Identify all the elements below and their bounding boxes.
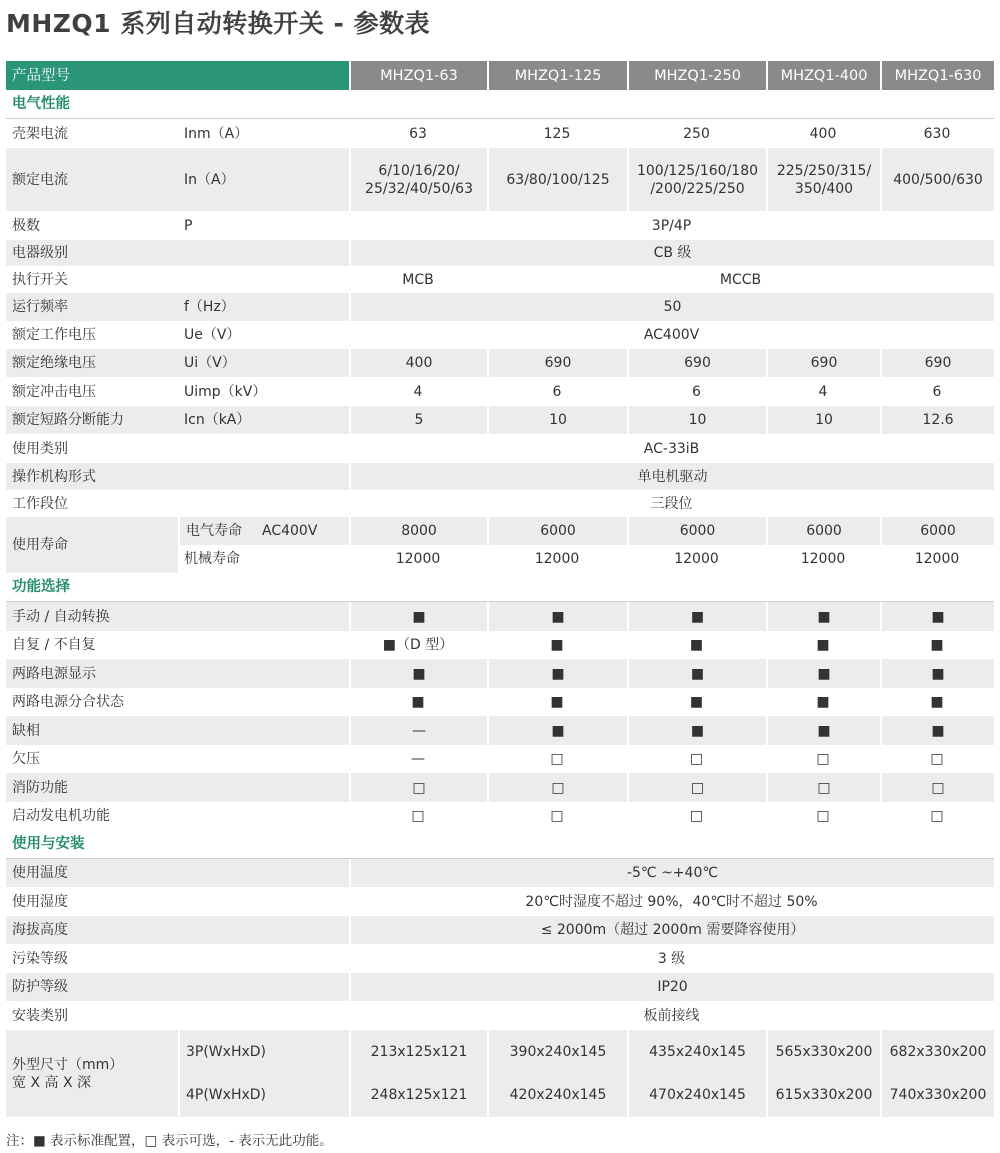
cell-value: □ (627, 773, 766, 802)
cell-value: 12.6 (880, 406, 994, 434)
cell-value: — (411, 751, 426, 767)
cell-value: 63/80/100/125 (487, 148, 627, 211)
table-row (6, 211, 994, 240)
cell-value: □ (766, 773, 880, 802)
cell-value: -5℃ ~+40℃ (349, 859, 994, 887)
table-row (6, 802, 994, 830)
cell-value: □ (816, 808, 830, 824)
cell-value: 6 (552, 383, 562, 400)
cell-value: □ (349, 773, 487, 802)
param-name: 额定电流 (6, 148, 178, 211)
cell-value: □ (880, 773, 994, 802)
cell-value: ■ (816, 694, 830, 710)
cell-value: IP20 (349, 973, 994, 1001)
param-name: 运行频率 (6, 293, 178, 321)
table-row (6, 406, 994, 434)
cell-value: 470x240x145 (627, 1073, 766, 1117)
param-name: 外型尺寸（mm） 宽 X 高 X 深 (6, 1030, 178, 1117)
cell-value: □ (689, 808, 704, 824)
cell-value: 6 (932, 383, 942, 400)
header-label: 产品型号 (6, 61, 349, 90)
cell-value: 682x330x200 (880, 1030, 994, 1073)
cell-value: ■ (627, 602, 766, 631)
table-row (6, 773, 994, 802)
cell-value: 615x330x200 (766, 1073, 880, 1117)
function-name: 手动 / 自动转换 (6, 602, 349, 631)
param-unit: P (184, 217, 193, 234)
table-row (6, 490, 994, 517)
param-name: 操作机构形式 (6, 463, 349, 490)
param-name: 使用湿度 (12, 893, 68, 910)
cell-value: ■ (411, 694, 425, 710)
cell-value: 6 (692, 383, 701, 400)
cell-value: ■（D 型） (382, 637, 454, 653)
model-header: MHZQ1-125 (487, 61, 627, 90)
param-name: 使用温度 (6, 859, 349, 887)
model-header: MHZQ1-630 (880, 61, 994, 90)
section-title-function: 功能选择 (6, 573, 994, 602)
cell-value: ■ (487, 659, 627, 688)
function-name: 两路电源分合状态 (12, 694, 124, 710)
cell-value: □ (487, 773, 627, 802)
cell-value: 390x240x145 (487, 1030, 627, 1073)
table-row (6, 859, 994, 887)
table-row (6, 148, 994, 211)
param-name: 电器级别 (6, 240, 349, 266)
model-header: MHZQ1-400 (766, 61, 880, 90)
table-row (6, 688, 994, 716)
param-unit: Ue（V） (184, 327, 241, 343)
cell-value: 4 (413, 383, 423, 400)
cell-value: □ (930, 751, 944, 767)
cell-value: 690 (880, 349, 994, 377)
life-subname: 电气寿命 (178, 517, 256, 545)
cell-value: ■ (550, 694, 564, 710)
table-row (6, 377, 994, 406)
cell-value: ■ (689, 637, 704, 653)
table-row (6, 973, 994, 1001)
cell-value: 三段位 (650, 495, 693, 512)
cell-value: 740x330x200 (880, 1073, 994, 1117)
cell-value: 6/10/16/20/ 25/32/40/50/63 (349, 148, 487, 211)
cell-value: 6000 (880, 517, 994, 545)
param-unit: In（A） (178, 148, 349, 211)
model-header: MHZQ1-63 (349, 61, 487, 90)
table-row (6, 944, 994, 973)
table-row (6, 349, 994, 377)
param-name: 额定短路分断能力 (6, 406, 178, 434)
cell-value: □ (689, 751, 704, 767)
cell-value: 12000 (800, 551, 846, 567)
table-row (6, 321, 994, 349)
param-unit: Inm（A） (184, 125, 249, 142)
section-title-electrical: 电气性能 (6, 90, 994, 119)
cell-value: 690 (766, 349, 880, 377)
life-condition: AC400V (256, 517, 349, 545)
table-row (6, 1001, 994, 1030)
function-name: 启动发电机功能 (12, 808, 110, 824)
cell-value: □ (930, 808, 944, 824)
cell-value: 630 (923, 125, 951, 142)
param-unit: Icn（kA） (178, 406, 349, 434)
cell-value: 63 (409, 125, 427, 142)
parameter-table (6, 61, 994, 1117)
cell-value: 435x240x145 (627, 1030, 766, 1073)
cell-value: 12000 (674, 551, 719, 567)
param-name: 额定冲击电压 (12, 383, 96, 400)
cell-value: □ (816, 751, 830, 767)
table-row (6, 1030, 994, 1073)
param-name: 额定工作电压 (12, 327, 96, 343)
dimension-label: 4P(WxHxD) (178, 1073, 349, 1117)
cell-value: 6000 (627, 517, 766, 545)
table-row (6, 916, 994, 944)
cell-value: ■ (349, 602, 487, 631)
cell-value: 125 (543, 125, 571, 142)
cell-value: 8000 (349, 517, 487, 545)
cell-value: ■ (689, 694, 704, 710)
param-name: 工作段位 (12, 495, 68, 512)
param-name: 极数 (12, 217, 40, 234)
table-row (6, 716, 994, 745)
cell-value: ■ (487, 602, 627, 631)
cell-value: MCCB (719, 271, 762, 288)
cell-value: 5 (349, 406, 487, 434)
cell-value: ■ (487, 716, 627, 745)
cell-value: □ (550, 751, 564, 767)
table-row (6, 887, 994, 916)
table-row (6, 517, 994, 545)
cell-value: AC-33iB (643, 440, 700, 457)
cell-value: 400/500/630 (880, 148, 994, 211)
cell-value: 248x125x121 (349, 1073, 487, 1117)
cell-value: CB 级 (349, 240, 994, 266)
param-name: 海拔高度 (6, 916, 349, 944)
function-name: 缺相 (6, 716, 349, 745)
cell-value: □ (411, 808, 425, 824)
table-row (6, 240, 994, 266)
param-unit: Uimp（kV） (184, 383, 267, 400)
table-row (6, 266, 994, 293)
param-name: 污染等级 (12, 950, 68, 967)
cell-value: 20℃时湿度不超过 90%，40℃时不超过 50% (525, 893, 818, 910)
cell-value: ■ (816, 637, 830, 653)
table-row (6, 659, 994, 688)
section-row (6, 830, 994, 859)
cell-value: ■ (880, 659, 994, 688)
footnote: 注：■ 表示标准配置，□ 表示可选，- 表示无此功能。 (6, 1133, 333, 1149)
life-subname: 机械寿命 (184, 551, 240, 567)
cell-value: 板前接线 (643, 1007, 700, 1024)
cell-value: ■ (627, 716, 766, 745)
cell-value: 250 (683, 125, 710, 142)
cell-value: 420x240x145 (487, 1073, 627, 1117)
header-row (6, 61, 994, 90)
cell-value: 213x125x121 (349, 1030, 487, 1073)
cell-value: 4 (818, 383, 828, 400)
param-name: 使用类别 (12, 440, 68, 457)
table-row (6, 602, 994, 631)
cell-value: 12000 (534, 551, 580, 567)
cell-value: ■ (349, 659, 487, 688)
cell-value: ■ (627, 659, 766, 688)
cell-value: ■ (930, 694, 944, 710)
cell-value: 400 (809, 125, 837, 142)
param-name: 额定绝缘电压 (6, 349, 178, 377)
table-row (6, 631, 994, 659)
function-name: 欠压 (12, 751, 40, 767)
model-header: MHZQ1-250 (627, 61, 766, 90)
param-name: 安装类别 (12, 1007, 68, 1024)
cell-value: 690 (487, 349, 627, 377)
cell-value: ■ (880, 602, 994, 631)
function-name: 消防功能 (6, 773, 349, 802)
cell-value: 690 (627, 349, 766, 377)
cell-value: 6000 (766, 517, 880, 545)
cell-value: 100/125/160/180 /200/225/250 (627, 148, 766, 211)
table-row (6, 745, 994, 773)
cell-value: 12000 (914, 551, 960, 567)
param-unit: Ui（V） (178, 349, 349, 377)
cell-value: ■ (766, 716, 880, 745)
table-row (6, 463, 994, 490)
function-name: 自复 / 不自复 (12, 637, 96, 653)
cell-value: AC400V (643, 327, 700, 343)
cell-value: □ (550, 808, 564, 824)
section-row (6, 573, 994, 602)
param-name: 使用寿命 (6, 517, 178, 573)
param-name: 壳架电流 (12, 125, 68, 142)
cell-value: ■ (766, 602, 880, 631)
table-row (6, 119, 994, 148)
page-title: MHZQ1 系列自动转换开关 - 参数表 (6, 9, 431, 38)
section-title-install: 使用与安装 (6, 830, 994, 859)
param-name: 防护等级 (6, 973, 349, 1001)
cell-value: 50 (349, 293, 994, 321)
cell-value: ≤ 2000m（超过 2000m 需要降容使用） (349, 916, 994, 944)
param-name: 执行开关 (12, 271, 68, 288)
cell-value: — (349, 716, 487, 745)
cell-value: ■ (930, 637, 944, 653)
section-row (6, 90, 994, 119)
cell-value: ■ (766, 659, 880, 688)
function-name: 两路电源显示 (6, 659, 349, 688)
table-row (6, 434, 994, 463)
cell-value: ■ (880, 716, 994, 745)
cell-value: 10 (627, 406, 766, 434)
cell-value: 6000 (487, 517, 627, 545)
cell-value: 225/250/315/ 350/400 (766, 148, 880, 211)
cell-value: ■ (550, 637, 564, 653)
cell-value: MCB (402, 271, 434, 288)
cell-value: 单电机驱动 (349, 463, 994, 490)
cell-value: 10 (766, 406, 880, 434)
dimension-label: 3P(WxHxD) (178, 1030, 349, 1073)
table-row (6, 293, 994, 321)
cell-value: 3P/4P (651, 217, 692, 234)
cell-value: 12000 (395, 551, 441, 567)
cell-value: 565x330x200 (766, 1030, 880, 1073)
cell-value: 400 (349, 349, 487, 377)
param-unit: f（Hz） (178, 293, 349, 321)
cell-value: 10 (487, 406, 627, 434)
cell-value: 3 级 (657, 950, 686, 967)
